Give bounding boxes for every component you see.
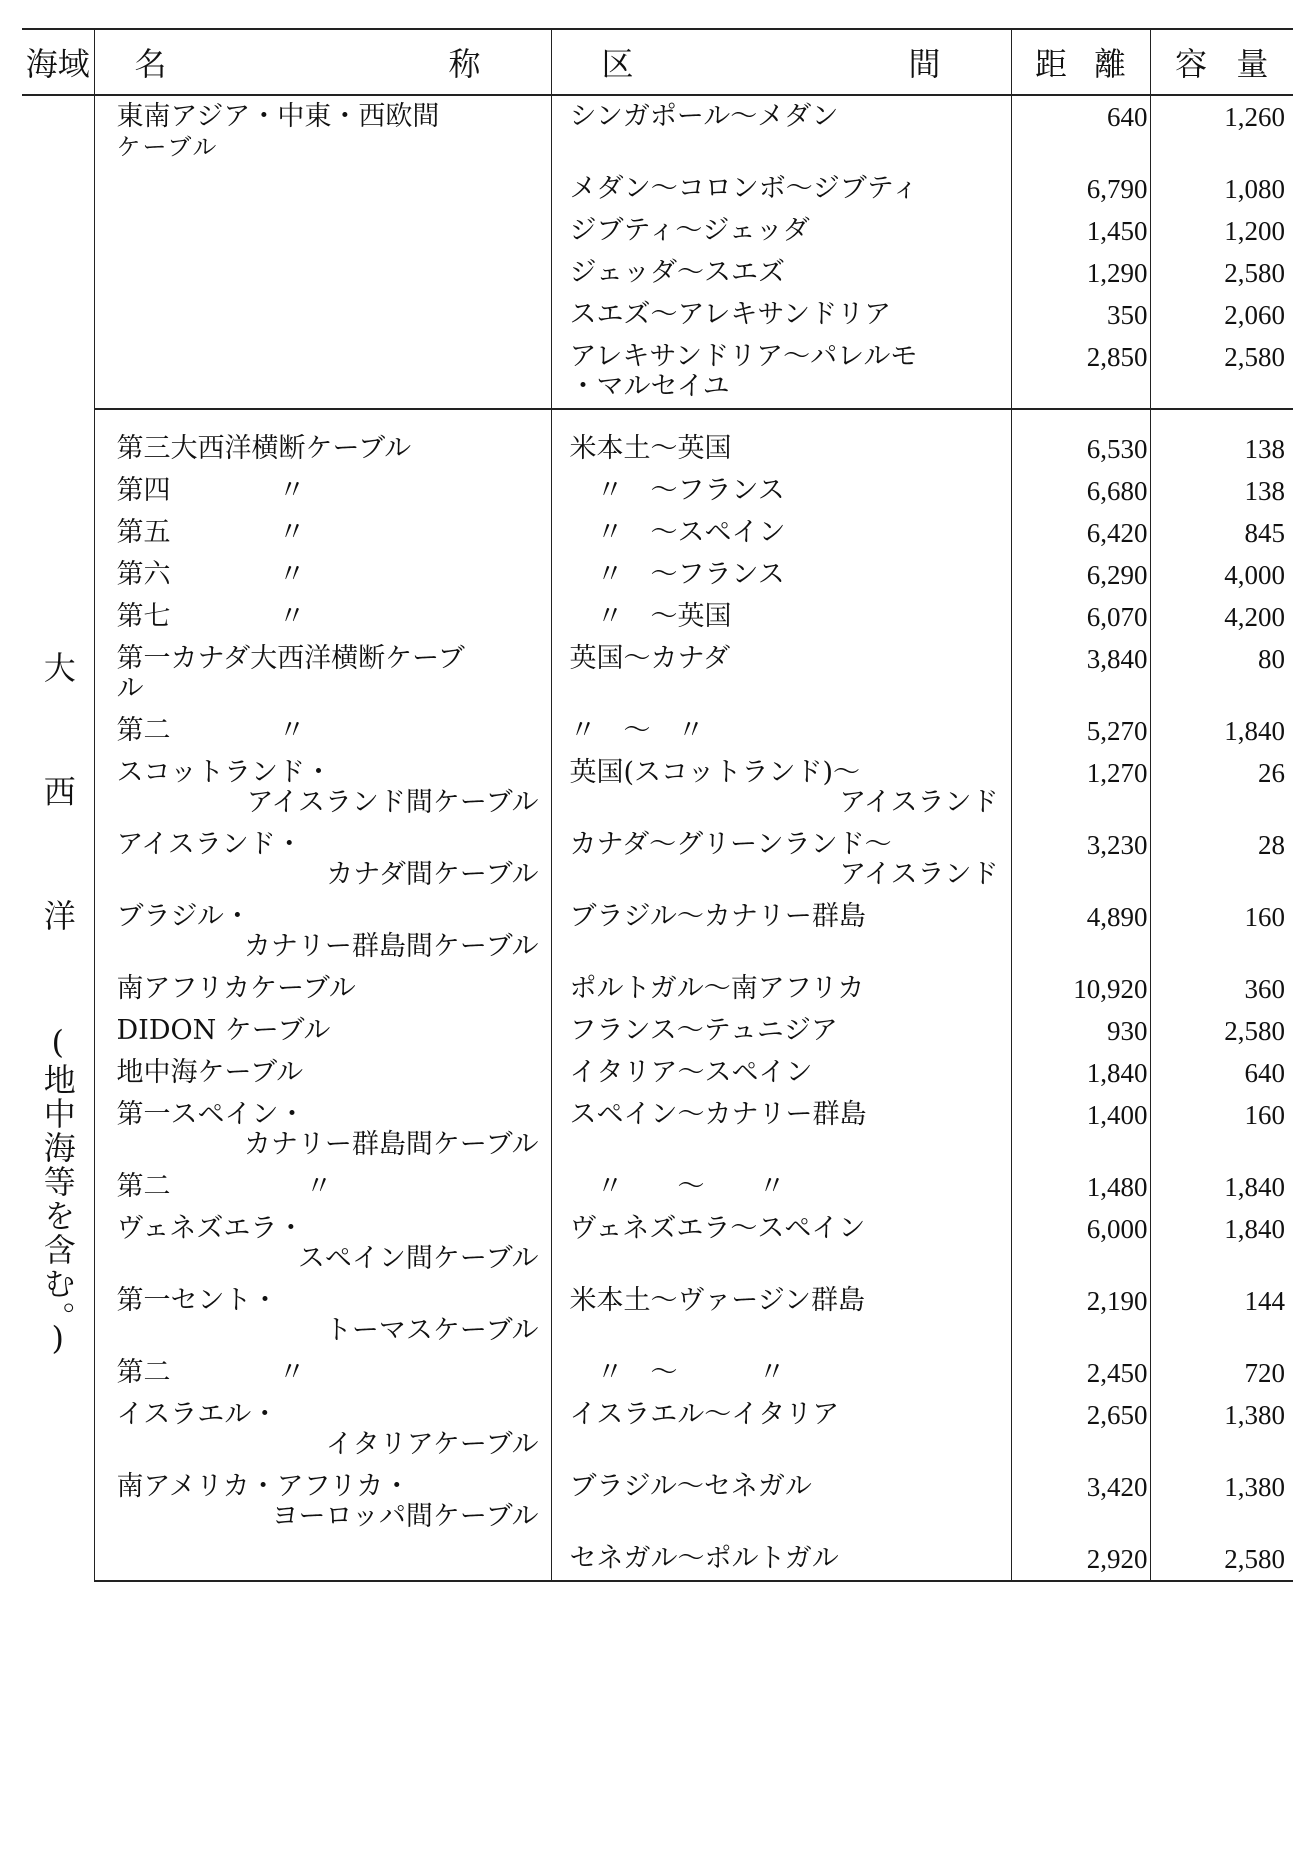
cable-section: シンガポール〜メダン	[551, 95, 1011, 168]
cable-name: ブラジル・ カナリー群島間ケーブル	[94, 896, 551, 968]
distance-value: 6,530	[1011, 428, 1150, 470]
cable-name: 東南アジア・中東・西欧間 ケーブル	[94, 95, 551, 168]
table-row	[22, 752, 1293, 824]
cable-name: イスラエル・ イタリアケーブル	[94, 1394, 551, 1466]
capacity-value: 80	[1258, 644, 1285, 674]
distance-value: 2,850	[1011, 336, 1150, 409]
cable-name: 南アメリカ・アフリカ・ ヨーロッパ間ケーブル	[94, 1466, 551, 1538]
table-row	[22, 428, 1293, 470]
table-row	[22, 1280, 1293, 1352]
distance-value: 1,480	[1011, 1166, 1150, 1208]
distance-value: 6,000	[1011, 1208, 1150, 1280]
header-capacity: 容 量	[1150, 29, 1293, 95]
cable-name: 第三大西洋横断ケーブル	[94, 428, 551, 470]
table-row	[22, 554, 1293, 596]
table-row	[22, 1394, 1293, 1466]
cable-name	[94, 252, 551, 294]
table-row	[22, 1010, 1293, 1052]
capacity-value: 28	[1258, 830, 1285, 860]
cable-section: 米本土〜ヴァージン群島	[551, 1280, 1011, 1352]
cable-section: ブラジル〜カナリー群島	[551, 896, 1011, 968]
distance-value: 1,450	[1011, 210, 1150, 252]
sea-area-cell	[22, 428, 94, 1581]
table-row	[22, 1094, 1293, 1166]
cable-section: イスラエル〜イタリア	[551, 1394, 1011, 1466]
distance-value: 1,840	[1011, 1052, 1150, 1094]
capacity-value: 720	[1244, 1358, 1285, 1388]
cable-section: ヴェネズエラ〜スペイン	[551, 1208, 1011, 1280]
distance-value: 3,230	[1011, 824, 1150, 896]
cable-name: スコットランド・ アイスランド間ケーブル	[94, 752, 551, 824]
cable-name: 南アフリカケーブル	[94, 968, 551, 1010]
sea-area-label: 洋	[38, 898, 77, 933]
capacity-value: 2,580	[1150, 1538, 1293, 1581]
header-name: 名 称	[94, 29, 551, 95]
cable-section: 〃 〜スペイン	[551, 512, 1011, 554]
cable-section: セネガル〜ポルトガル	[551, 1538, 1011, 1581]
cable-name: 第六 〃	[94, 554, 551, 596]
distance-value: 640	[1011, 95, 1150, 168]
table-row	[22, 968, 1293, 1010]
header-row	[22, 29, 1293, 95]
capacity-value: 2,580	[1224, 258, 1285, 288]
cable-name: 地中海ケーブル	[94, 1052, 551, 1094]
capacity-value: 1,200	[1224, 216, 1285, 246]
cable-name: アイスランド・ カナダ間ケーブル	[94, 824, 551, 896]
cable-name: 第七 〃	[94, 596, 551, 638]
table-row	[22, 1466, 1293, 1538]
distance-value: 1,290	[1011, 252, 1150, 294]
capacity-value: 160	[1244, 1100, 1285, 1130]
cable-name: 第二 〃	[94, 1352, 551, 1394]
sea-area-label: 西	[38, 774, 77, 809]
distance-value: 6,420	[1011, 512, 1150, 554]
cable-section: ブラジル〜セネガル	[551, 1466, 1011, 1538]
header-area: 海域	[22, 29, 94, 95]
cable-section: スペイン〜カナリー群島	[551, 1094, 1011, 1166]
table-row	[22, 512, 1293, 554]
capacity-value: 160	[1244, 902, 1285, 932]
cable-section: 〃 〜 〃	[551, 1166, 1011, 1208]
distance-value: 6,680	[1011, 470, 1150, 512]
distance-value: 2,650	[1011, 1394, 1150, 1466]
group-spacer	[22, 409, 1293, 428]
distance-value: 350	[1011, 294, 1150, 336]
distance-value: 930	[1011, 1010, 1150, 1052]
cable-section: メダン〜コロンボ〜ジブティ	[551, 168, 1011, 210]
cable-section: 米本土〜英国	[551, 428, 1011, 470]
table-row	[22, 294, 1293, 336]
cable-name	[94, 210, 551, 252]
sea-area-label: 大	[38, 650, 77, 685]
cable-name	[94, 168, 551, 210]
submarine-cable-table	[22, 28, 1293, 1582]
capacity-value: 1,840	[1224, 716, 1285, 746]
cable-section: 〃 〜英国	[551, 596, 1011, 638]
cable-name: DIDON ケーブル	[94, 1010, 551, 1052]
cable-section: ポルトガル〜南アフリカ	[551, 968, 1011, 1010]
capacity-value: 4,000	[1224, 560, 1285, 590]
cable-name: 第二 〃	[94, 1166, 551, 1208]
capacity-value: 138	[1244, 476, 1285, 506]
cable-name	[94, 294, 551, 336]
distance-value: 1,270	[1011, 752, 1150, 824]
cable-section: 〃 〜フランス	[551, 470, 1011, 512]
capacity-value: 845	[1244, 518, 1285, 548]
cable-name: 第二 〃	[94, 710, 551, 752]
capacity-value: 138	[1244, 434, 1285, 464]
cable-section: ジェッダ〜スエズ	[551, 252, 1011, 294]
capacity-value: 26	[1258, 758, 1285, 788]
table-row	[22, 710, 1293, 752]
cable-section: フランス〜テュニジア	[551, 1010, 1011, 1052]
table-row	[22, 1352, 1293, 1394]
capacity-value: 2,580	[1224, 1016, 1285, 1046]
table-row	[22, 824, 1293, 896]
distance-value: 3,420	[1011, 1466, 1150, 1538]
cable-section: 〃 〜 〃	[551, 1352, 1011, 1394]
distance-value: 2,450	[1011, 1352, 1150, 1394]
capacity-value: 2,060	[1224, 300, 1285, 330]
cable-section: 〃 〜 〃	[551, 710, 1011, 752]
table-row	[22, 168, 1293, 210]
distance-value: 1,400	[1011, 1094, 1150, 1166]
distance-value: 6,070	[1011, 596, 1150, 638]
cable-name: 第一スペイン・ カナリー群島間ケーブル	[94, 1094, 551, 1166]
cable-table-page	[22, 28, 1293, 1582]
cable-name: ヴェネズエラ・ スペイン間ケーブル	[94, 1208, 551, 1280]
capacity-value: 1,840	[1224, 1172, 1285, 1202]
distance-value: 2,190	[1011, 1280, 1150, 1352]
cable-section: イタリア〜スペイン	[551, 1052, 1011, 1094]
table-row	[22, 95, 1293, 168]
cable-section: 〃 〜フランス	[551, 554, 1011, 596]
cable-section: 英国〜カナダ	[551, 638, 1011, 710]
capacity-value: 640	[1244, 1058, 1285, 1088]
cable-section: ジブティ〜ジェッダ	[551, 210, 1011, 252]
cable-name: 第四 〃	[94, 470, 551, 512]
distance-value: 10,920	[1011, 968, 1150, 1010]
table-row	[22, 252, 1293, 294]
distance-value: 4,890	[1011, 896, 1150, 968]
table-row	[22, 210, 1293, 252]
capacity-value: 360	[1244, 974, 1285, 1004]
table-row	[22, 896, 1293, 968]
capacity-value: 4,200	[1224, 602, 1285, 632]
sea-area-label: (地中海等を含む。)	[38, 1022, 77, 1359]
cable-name: 第一カナダ大西洋横断ケーブ ル	[94, 638, 551, 710]
capacity-value: 2,580	[1150, 336, 1293, 409]
capacity-value: 1,260	[1224, 102, 1285, 132]
cable-section: 英国(スコットランド)〜 アイスランド	[551, 752, 1011, 824]
table-row	[22, 470, 1293, 512]
header-distance: 距 離	[1011, 29, 1150, 95]
distance-value: 5,270	[1011, 710, 1150, 752]
table-row	[22, 336, 1293, 409]
distance-value: 6,790	[1011, 168, 1150, 210]
distance-value: 2,920	[1011, 1538, 1150, 1581]
table-row	[22, 596, 1293, 638]
capacity-value: 1,840	[1224, 1214, 1285, 1244]
table-row	[22, 638, 1293, 710]
table-row	[22, 1052, 1293, 1094]
capacity-value: 1,380	[1224, 1472, 1285, 1502]
capacity-value: 1,080	[1224, 174, 1285, 204]
distance-value: 3,840	[1011, 638, 1150, 710]
sea-area-cell	[22, 95, 94, 409]
cable-name: 第一セント・ トーマスケーブル	[94, 1280, 551, 1352]
distance-value: 6,290	[1011, 554, 1150, 596]
header-section: 区 間	[551, 29, 1011, 95]
capacity-value: 144	[1244, 1286, 1285, 1316]
capacity-value: 1,380	[1224, 1400, 1285, 1430]
cable-name	[94, 1538, 551, 1581]
table-row	[22, 1538, 1293, 1581]
cable-section: カナダ〜グリーンランド〜 アイスランド	[551, 824, 1011, 896]
cable-section: アレキサンドリア〜パレルモ ・マルセイユ	[551, 336, 1011, 409]
cable-name: 第五 〃	[94, 512, 551, 554]
cable-section: スエズ〜アレキサンドリア	[551, 294, 1011, 336]
table-row	[22, 1166, 1293, 1208]
cable-name	[94, 336, 551, 409]
table-body	[22, 95, 1293, 1581]
table-row	[22, 1208, 1293, 1280]
